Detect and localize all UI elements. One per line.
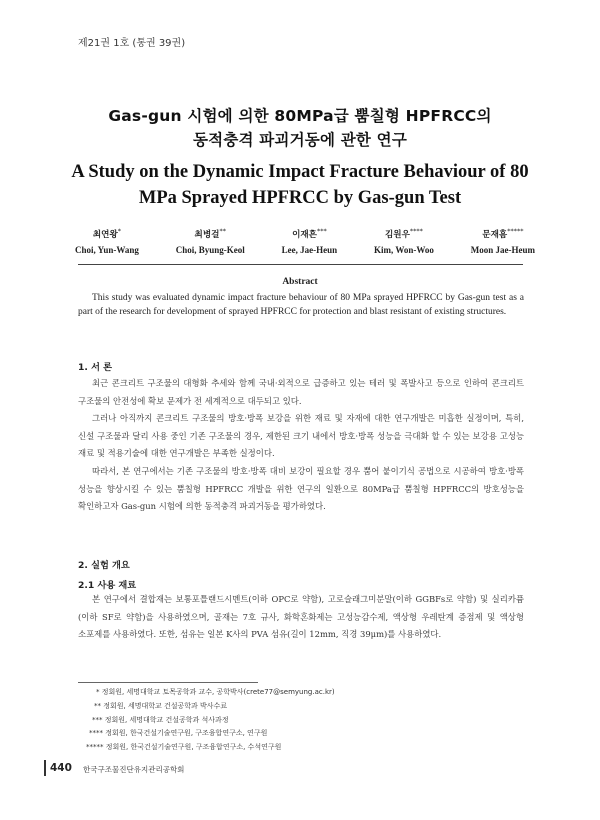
title-korean-line1: Gas-gun 시험에 의한 80MPa급 뿜칠형 HPFRCC의 [108, 107, 492, 125]
author-list [75, 224, 535, 258]
author-mark: ***** [507, 227, 524, 235]
author-name-en: Choi, Yun-Wang [75, 244, 139, 255]
subsection-heading-materials: 2.1 사용 재료 [78, 580, 137, 591]
author-mark: **** [409, 227, 423, 235]
author-mark: ** [219, 227, 226, 235]
section-heading-introduction: 1. 서 론 [78, 362, 113, 373]
journal-volume: 제21권 1호 (통권 39권) [78, 38, 186, 49]
author-name-ko: 최병걸 [194, 229, 220, 240]
footnote: ***** 정회원, 한국건설기술연구원, 구조융합연구소, 수석연구원 [86, 743, 282, 752]
footnote: **** 정회원, 한국건설기술연구원, 구조융합연구소, 연구원 [89, 729, 268, 738]
journal-name: 한국구조물진단유지관리공학회 [83, 765, 185, 774]
author [75, 224, 139, 258]
title-korean-line2: 동적충격 파괴거동에 관한 연구 [192, 131, 408, 149]
page-number: 440 [50, 762, 72, 774]
divider [78, 264, 523, 265]
author-mark: * [117, 227, 122, 235]
author [282, 224, 338, 258]
intro-paragraph-3: 따라서, 본 연구에서는 기존 구조물의 방호·방폭 대비 보강이 필요할 경우 뿜어 붙이기식 공법으로 시공하여 방호·방폭 성능을 향상시킬 수 있는 뿜칠형 HPFRCC 개발을 위한 연구의 일환으로 80MPa급 뿜칠형 HPFRCC의 방호성능을 확인하고자 Gas-gun 시험에 의한 동적충격 파괴거동을 평가하였다. [78, 466, 524, 511]
author-name-en: Kim, Won-Woo [374, 244, 434, 255]
title-english-line2: MPa Sprayed HPFRCC by Gas-gun Test [138, 188, 462, 208]
author-name-en: Choi, Byung-Keol [175, 244, 245, 255]
footnote: *** 정회원, 세명대학교 건설공학과 석사과정 [92, 715, 229, 724]
section-heading-experiment: 2. 실험 개요 [78, 560, 130, 571]
author-name-en: Lee, Jae-Heun [281, 244, 338, 255]
author [176, 224, 245, 258]
author-mark: *** [316, 227, 327, 235]
materials-paragraph: 본 연구에서 결합재는 보통포틀랜드시멘트(이하 OPC로 약함), 고로슬래그미분말(이하 GGBFs로 약함) 및 실리카퓸(이하 SF로 약함)을 사용하였으며, 골재는 7호 규사, 화학혼화제는 고성능감수제, 액상형 우레탄계 증점제 및 액상형 소포제를 사용하였다. 또한, 섬유는 일본 K사의 PVA 섬유(길이 12mm, 직경 39μm)를 사용하였다. [78, 594, 524, 639]
footnote: ** 정회원, 세명대학교 건설공학과 박사수료 [94, 701, 228, 710]
abstract-text: This study was evaluated dynamic impact fracture behaviour of 80 MPa sprayed HPFRCC by Gas-gun test as a part of the research for development of sprayed HPFRCC for protection and blast resistant of existing structures. [78, 293, 524, 317]
author [374, 224, 434, 258]
footnote: * 정회원, 세명대학교 토목공학과 교수, 공학박사(crete77@semyung.ac.kr) [96, 688, 335, 696]
author-name-ko: 이재흔 [292, 229, 317, 240]
intro-paragraph-2: 그러나 아직까지 콘크리트 구조물의 방호·방폭 보강을 위한 재료 및 자재에 대한 연구개발은 미흡한 실정이며, 특히, 신설 구조물과 달리 사용 중인 기존 구조물의 경우, 제한된 크기 내에서 방호·방폭 성능을 극대화 할 수 있는 보강용 고성능 재료 및 적용기술에 대한 연구개발은 부족한 실정이다. [78, 413, 524, 458]
footnote-divider [78, 682, 258, 683]
abstract-heading: Abstract [282, 277, 318, 287]
author-name-ko: 최연왕 [92, 229, 118, 240]
author-name-en: Moon Jae-Heum [470, 244, 535, 255]
footer-bar [44, 760, 46, 776]
author-name-ko: 김원우 [384, 229, 410, 240]
intro-paragraph-1: 최근 콘크리트 구조물의 대형화 추세와 함께 국내·외적으로 급증하고 있는 테러 및 폭발사고 등으로 인하여 콘크리트 구조물의 안전성에 확보 문제가 전 세계적으로 대두되고 있다. [78, 378, 524, 406]
footnote-list [86, 686, 335, 755]
title-english-line1: A Study on the Dynamic Impact Fracture Behaviour of 80 [71, 162, 529, 182]
author [471, 224, 535, 258]
author-name-ko: 문재흠 [482, 229, 508, 240]
